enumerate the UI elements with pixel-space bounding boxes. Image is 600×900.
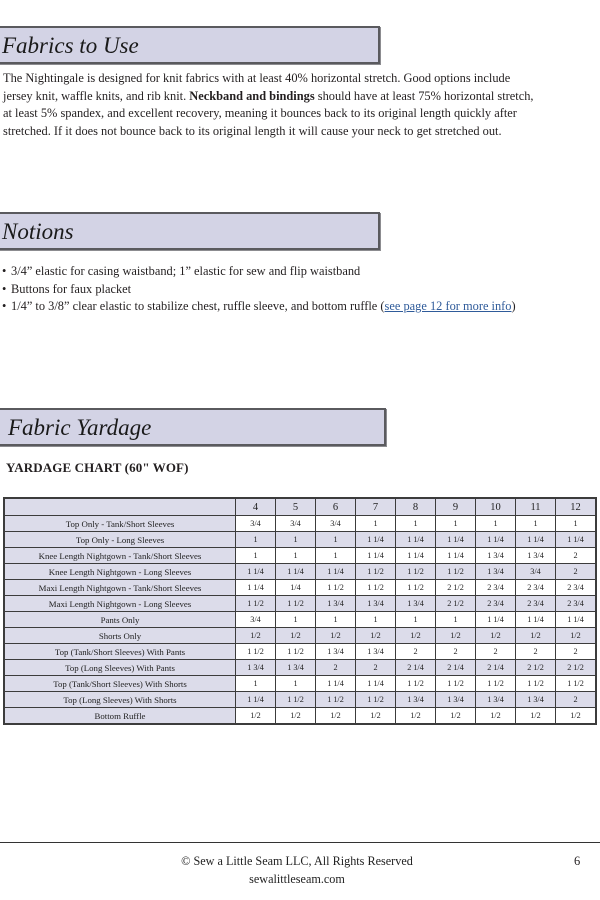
yardage-cell: 1 1/2 xyxy=(516,676,556,692)
yardage-cell: 1/2 xyxy=(276,708,316,725)
notions-list xyxy=(2,263,516,316)
row-label: Knee Length Nightgown - Long Sleeves xyxy=(4,564,236,580)
yardage-cell: 1/2 xyxy=(236,708,276,725)
row-label: Maxi Length Nightgown - Long Sleeves xyxy=(4,596,236,612)
yardage-cell: 1 xyxy=(396,612,436,628)
fabrics-line-4 xyxy=(3,123,600,141)
yardage-cell: 1 1/4 xyxy=(276,564,316,580)
yardage-cell: 1/2 xyxy=(556,708,597,725)
yardage-cell: 1 1/2 xyxy=(276,692,316,708)
yardage-cell: 1/2 xyxy=(556,628,597,644)
yardage-cell: 1 1/2 xyxy=(436,676,476,692)
yardage-cell: 1/2 xyxy=(436,628,476,644)
yardage-cell: 1 1/4 xyxy=(476,532,516,548)
yardage-cell: 1 1/4 xyxy=(436,532,476,548)
yardage-cell: 2 1/4 xyxy=(396,660,436,676)
yardage-cell: 1 xyxy=(236,676,276,692)
yardage-cell: 2 3/4 xyxy=(516,580,556,596)
yardage-cell: 1 xyxy=(356,612,396,628)
row-label: Top (Long Sleeves) With Pants xyxy=(4,660,236,676)
row-label: Maxi Length Nightgown - Tank/Short Sleeves xyxy=(4,580,236,596)
yardage-cell: 1 1/2 xyxy=(356,692,396,708)
yardage-cell: 1 3/4 xyxy=(516,548,556,564)
table-row xyxy=(4,692,596,708)
table-row xyxy=(4,644,596,660)
yardage-cell: 1 3/4 xyxy=(396,692,436,708)
yardage-cell: 1 xyxy=(316,532,356,548)
yardage-cell: 3/4 xyxy=(236,612,276,628)
see-page-12-link[interactable]: see page 12 for more info xyxy=(384,299,512,313)
page-number: 6 xyxy=(574,854,581,868)
yardage-cell: 2 xyxy=(356,660,396,676)
yardage-cell: 2 3/4 xyxy=(556,596,597,612)
size-header: 10 xyxy=(476,498,516,516)
row-label: Top Only - Long Sleeves xyxy=(4,532,236,548)
footer-copyright: © Sew a Little Seam LLC, All Rights Reserved xyxy=(181,854,413,868)
row-label: Knee Length Nightgown - Tank/Short Sleeves xyxy=(4,548,236,564)
yardage-cell: 2 xyxy=(516,644,556,660)
yardage-cell: 1 1/4 xyxy=(356,676,396,692)
bold-text-neckband: Neckband and bindings xyxy=(189,88,315,103)
size-header: 7 xyxy=(356,498,396,516)
yardage-cell: 2 xyxy=(556,564,597,580)
yardage-cell: 1 xyxy=(356,516,396,532)
row-label: Top Only - Tank/Short Sleeves xyxy=(4,516,236,532)
yardage-cell: 1 3/4 xyxy=(436,692,476,708)
yardage-cell: 3/4 xyxy=(276,516,316,532)
notions-item-text: 1/4” to 3/8” clear elastic to stabilize chest, ruffle sleeve, and bottom ruffle ( xyxy=(11,299,385,313)
yardage-cell: 1 1/4 xyxy=(476,612,516,628)
yardage-cell: 1 1/4 xyxy=(436,548,476,564)
notions-item-text: Buttons for faux placket xyxy=(11,281,132,296)
yardage-cell: 1 3/4 xyxy=(516,692,556,708)
section-title-fabrics: Fabrics to Use xyxy=(2,33,139,58)
table-header-row xyxy=(4,498,596,516)
table-row xyxy=(4,708,596,725)
bullet-icon: • xyxy=(2,281,7,296)
yardage-cell: 1 1/2 xyxy=(396,580,436,596)
text: should have at least 75% horizontal stretch, xyxy=(314,88,534,103)
yardage-cell: 1 xyxy=(236,532,276,548)
notions-item xyxy=(2,298,516,316)
yardage-cell: 1 3/4 xyxy=(276,660,316,676)
yardage-cell: 1 3/4 xyxy=(356,596,396,612)
section-title-yardage: Fabric Yardage xyxy=(8,415,152,440)
yardage-cell: 2 3/4 xyxy=(476,580,516,596)
table-row xyxy=(4,564,596,580)
yardage-cell: 2 1/2 xyxy=(436,596,476,612)
yardage-cell: 1 1/4 xyxy=(316,564,356,580)
table-row xyxy=(4,596,596,612)
yardage-cell: 2 3/4 xyxy=(516,596,556,612)
section-header-notions xyxy=(0,212,380,250)
table-row xyxy=(4,548,596,564)
yardage-cell: 1/2 xyxy=(356,708,396,725)
yardage-cell: 1 3/4 xyxy=(476,564,516,580)
yardage-cell: 2 xyxy=(396,644,436,660)
yardage-cell: 2 xyxy=(556,644,597,660)
footer-website: sewalittleseam.com xyxy=(249,872,345,886)
table-row xyxy=(4,676,596,692)
text: stretched. If it does not bounce back to its original length it will cause your neck to get stretched out. xyxy=(3,123,502,138)
yardage-cell: 1/2 xyxy=(476,628,516,644)
yardage-cell: 2 3/4 xyxy=(476,596,516,612)
yardage-cell: 1 1/2 xyxy=(316,692,356,708)
fabrics-paragraph xyxy=(3,70,600,140)
yardage-table xyxy=(3,497,597,725)
size-header: 4 xyxy=(236,498,276,516)
yardage-cell: 1 1/4 xyxy=(356,532,396,548)
table-row xyxy=(4,612,596,628)
row-label: Top (Long Sleeves) With Shorts xyxy=(4,692,236,708)
yardage-cell: 2 xyxy=(476,644,516,660)
yardage-cell: 1 3/4 xyxy=(476,692,516,708)
yardage-cell: 1/4 xyxy=(276,580,316,596)
yardage-cell: 1 1/4 xyxy=(316,676,356,692)
text: The Nightingale is designed for knit fabrics with at least 40% horizontal stretch. Good options include xyxy=(3,71,511,85)
yardage-cell: 2 xyxy=(436,644,476,660)
yardage-chart-label: YARDAGE CHART (60" WOF) xyxy=(6,460,189,475)
yardage-cell: 2 1/2 xyxy=(516,660,556,676)
yardage-cell: 1 xyxy=(476,516,516,532)
yardage-cell: 2 1/2 xyxy=(556,660,597,676)
yardage-cell: 3/4 xyxy=(316,516,356,532)
yardage-cell: 1 1/4 xyxy=(236,564,276,580)
yardage-cell: 1 1/4 xyxy=(516,532,556,548)
yardage-cell: 1 1/2 xyxy=(396,676,436,692)
yardage-cell: 1/2 xyxy=(396,628,436,644)
size-header: 8 xyxy=(396,498,436,516)
yardage-cell: 1 3/4 xyxy=(476,548,516,564)
yardage-cell: 1 1/2 xyxy=(356,580,396,596)
yardage-cell: 1 1/2 xyxy=(316,580,356,596)
yardage-cell: 2 xyxy=(556,692,597,708)
yardage-cell: 1 1/2 xyxy=(356,564,396,580)
footer-divider xyxy=(0,842,600,843)
yardage-cell: 2 1/4 xyxy=(436,660,476,676)
yardage-cell: 1 1/2 xyxy=(436,564,476,580)
yardage-cell: 1 1/4 xyxy=(396,532,436,548)
yardage-cell: 1 1/4 xyxy=(396,548,436,564)
yardage-cell: 1 1/2 xyxy=(556,676,597,692)
bullet-icon: • xyxy=(2,299,7,313)
yardage-cell: 3/4 xyxy=(516,564,556,580)
yardage-cell: 1 3/4 xyxy=(236,660,276,676)
yardage-cell: 1 1/4 xyxy=(236,692,276,708)
yardage-cell: 1/2 xyxy=(516,628,556,644)
yardage-cell: 2 xyxy=(316,660,356,676)
yardage-cell: 1 3/4 xyxy=(396,596,436,612)
yardage-cell: 1 1/2 xyxy=(276,644,316,660)
text: jersey knit, waffle knits, and rib knit. xyxy=(3,88,190,103)
yardage-cell: 1 1/2 xyxy=(276,596,316,612)
yardage-cell: 1 xyxy=(396,516,436,532)
yardage-cell: 1/2 xyxy=(276,628,316,644)
yardage-cell: 1/2 xyxy=(516,708,556,725)
yardage-cell: 1 xyxy=(316,612,356,628)
notions-item-text: ) xyxy=(511,299,516,313)
notions-item xyxy=(2,281,516,299)
yardage-cell: 1 xyxy=(556,516,597,532)
table-row xyxy=(4,660,596,676)
section-header-yardage xyxy=(0,408,386,446)
notions-item-text: 3/4” elastic for casing waistband; 1” elastic for sew and flip waistband xyxy=(11,264,361,278)
table-row xyxy=(4,580,596,596)
yardage-cell: 1/2 xyxy=(316,628,356,644)
yardage-cell: 2 1/2 xyxy=(436,580,476,596)
yardage-cell: 1 xyxy=(276,612,316,628)
yardage-cell: 1 xyxy=(516,516,556,532)
fabrics-line-3 xyxy=(3,105,600,123)
table-corner-cell xyxy=(4,498,236,516)
size-header: 12 xyxy=(556,498,597,516)
yardage-cell: 1 xyxy=(276,548,316,564)
yardage-cell: 1 1/2 xyxy=(236,644,276,660)
row-label: Pants Only xyxy=(4,612,236,628)
yardage-cell: 1/2 xyxy=(476,708,516,725)
row-label: Top (Tank/Short Sleeves) With Pants xyxy=(4,644,236,660)
yardage-cell: 1 1/4 xyxy=(556,612,597,628)
table-row xyxy=(4,516,596,532)
row-label: Top (Tank/Short Sleeves) With Shorts xyxy=(4,676,236,692)
yardage-cell: 2 3/4 xyxy=(556,580,597,596)
section-header-fabrics xyxy=(0,26,380,64)
yardage-cell: 1 xyxy=(276,676,316,692)
yardage-cell: 1/2 xyxy=(236,628,276,644)
yardage-cell: 1 1/4 xyxy=(356,548,396,564)
yardage-cell: 3/4 xyxy=(236,516,276,532)
yardage-cell: 1/2 xyxy=(316,708,356,725)
yardage-cell: 1 3/4 xyxy=(316,596,356,612)
yardage-cell: 1/2 xyxy=(396,708,436,725)
fabrics-line-1 xyxy=(3,70,600,88)
yardage-cell: 1 1/4 xyxy=(236,580,276,596)
yardage-cell: 1 1/2 xyxy=(396,564,436,580)
yardage-cell: 1/2 xyxy=(356,628,396,644)
yardage-cell: 1 3/4 xyxy=(356,644,396,660)
size-header: 11 xyxy=(516,498,556,516)
row-label: Shorts Only xyxy=(4,628,236,644)
table-row xyxy=(4,532,596,548)
notions-item xyxy=(2,263,516,281)
yardage-cell: 2 xyxy=(556,548,597,564)
size-header: 9 xyxy=(436,498,476,516)
yardage-cell: 1 xyxy=(276,532,316,548)
yardage-cell: 2 1/4 xyxy=(476,660,516,676)
bullet-icon: • xyxy=(2,264,7,278)
text: at least 5% spandex, and excellent recovery, meaning it bounces back to its original length quickly after xyxy=(3,106,517,120)
yardage-cell: 1 1/4 xyxy=(556,532,597,548)
size-header: 5 xyxy=(276,498,316,516)
yardage-table-body xyxy=(4,516,596,725)
yardage-cell: 1 1/2 xyxy=(236,596,276,612)
table-row xyxy=(4,628,596,644)
yardage-cell: 1 1/4 xyxy=(516,612,556,628)
yardage-cell: 1 xyxy=(316,548,356,564)
yardage-cell: 1 xyxy=(436,516,476,532)
yardage-cell: 1 1/2 xyxy=(476,676,516,692)
yardage-cell: 1 xyxy=(436,612,476,628)
yardage-cell: 1 xyxy=(236,548,276,564)
row-label: Bottom Ruffle xyxy=(4,708,236,725)
size-header: 6 xyxy=(316,498,356,516)
yardage-cell: 1/2 xyxy=(436,708,476,725)
section-title-notions: Notions xyxy=(2,219,74,244)
yardage-cell: 1 3/4 xyxy=(316,644,356,660)
fabrics-line-2 xyxy=(3,88,600,106)
